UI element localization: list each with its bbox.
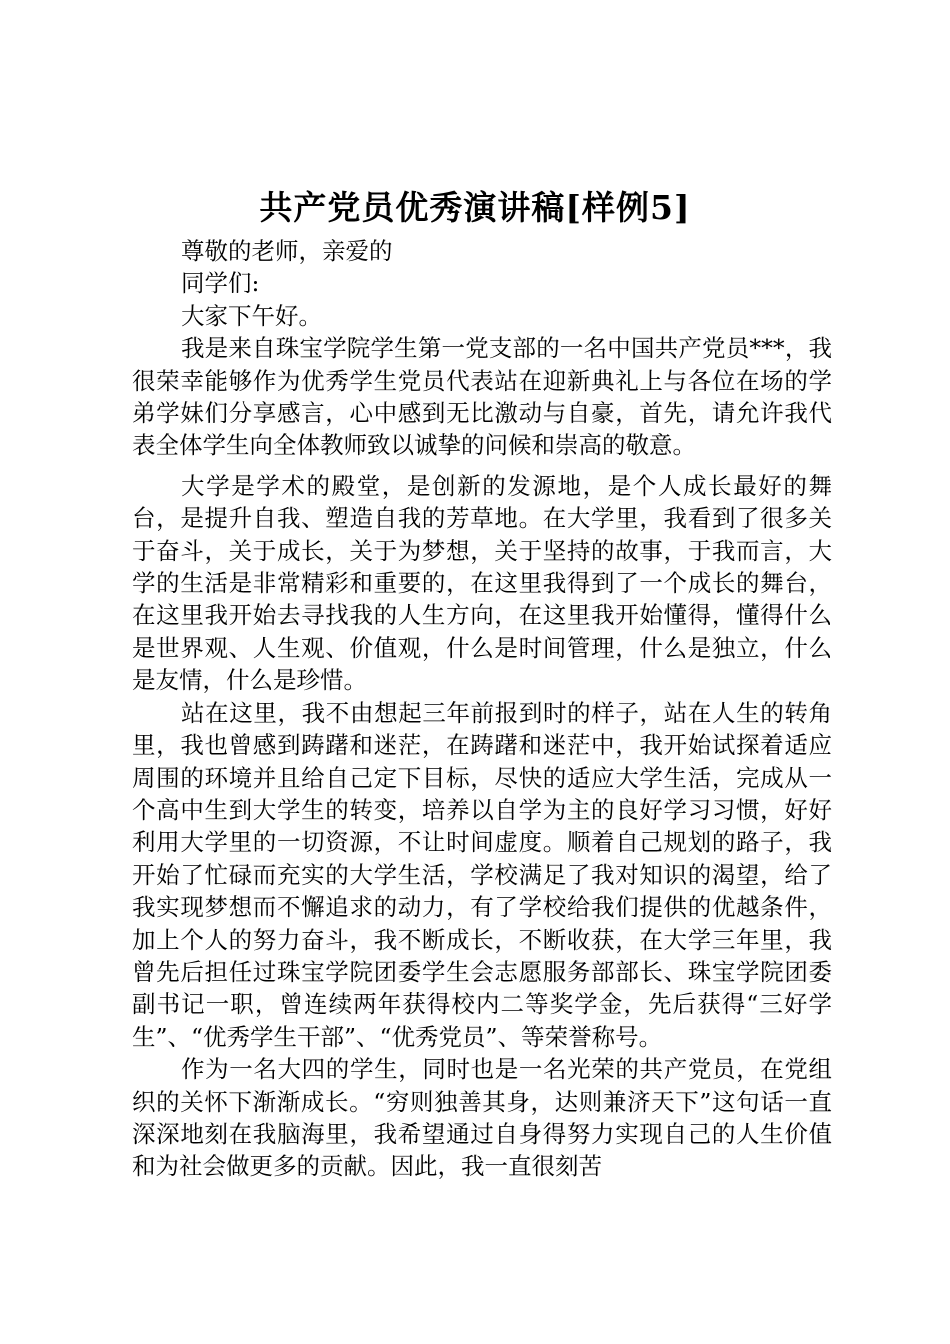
greeting-paragraph: 大家下午好。: [181, 301, 322, 330]
intro-paragraph: 我是来自珠宝学院学生第一党支部的一名中国共产党员***，我很荣幸能够作为优秀学生党员代表站在迎新典礼上与各位在场的学弟学妹们分享感言，心中感到无比激动与自豪，首先，请允许我代表全体学生向全体教师致以诚挚的问候和崇高的敬意。: [132, 334, 832, 460]
university-paragraph: 大学是学术的殿堂，是创新的发源地，是个人成长最好的舞台，是提升自我、塑造自我的芳草地。在大学里，我看到了很多关于奋斗，关于成长，关于为梦想，关于坚持的故事，于我而言，大学的生活是非常精彩和重要的，在这里我得到了一个成长的舞台，在这里我开始去寻找我的人生方向，在这里我开始懂得，懂得什么是世界观、人生观、价值观，什么是时间管理，什么是独立，什么是友情，什么是珍惜。: [132, 471, 832, 695]
salutation-line-1: 尊敬的老师，亲爱的: [181, 237, 393, 265]
salutation-line-2: 同学们:: [181, 269, 260, 298]
document-body: [132, 235, 832, 1183]
document-title: 共产党员优秀演讲稿[样例5]: [259, 188, 691, 227]
experience-paragraph: 站在这里，我不由想起三年前报到时的样子，站在人生的转角里，我也曾感到踌躇和迷茫，在踌躇和迷茫中，我开始试探着适应周围的环境并且给自己定下目标，尽快的适应大学生活，完成从一个高中生到大学生的转变，培养以自学为主的良好学习习惯，好好利用大学里的一切资源，不让时间虚度。顺着自己规划的路子，我开始了忙碌而充实的大学生活，学校满足了我对知识的渴望，给了我实现梦想而不懈追求的动力，有了学校给我们提供的优越条件，加上个人的努力奋斗，我不断成长，不断收获，在大学三年里，我曾先后担任过珠宝学院团委学生会志愿服务部部长、珠宝学院团委副书记一职，曾连续两年获得校内二等奖学金，先后获得“三好学生”、“优秀学生干部”、“优秀党员”、等荣誉称号。: [132, 698, 832, 1051]
party-member-paragraph: 作为一名大四的学生，同时也是一名光荣的共产党员，在党组织的关怀下渐渐成长。“穷则独善其身，达则兼济天下”这句话一直深深地刻在我脑海里，我希望通过自身得努力实现自己的人生价值和为社会做更多的贡献。因此，我一直很刻苦: [132, 1055, 832, 1181]
